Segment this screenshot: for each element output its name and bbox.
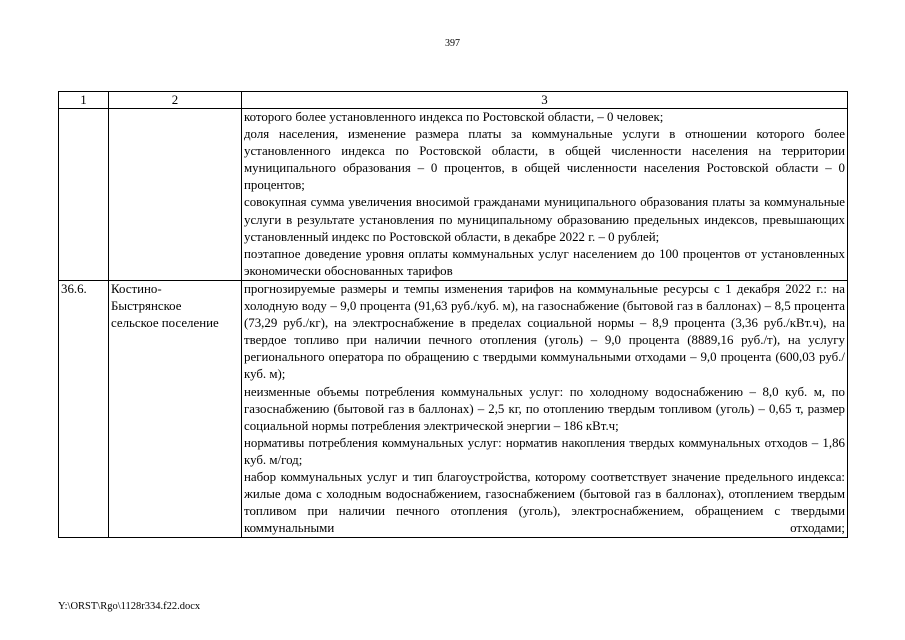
content-paragraph: прогнозируемые размеры и темпы изменения тарифов на коммунальные ресурсы с 1 декабря 2022 г.: на холодную воду – 9,0 процента (91,63 руб./куб. м), на газоснабжение (бытовой газ в баллонах) – 8,5 процента (73,29 руб./кг), на электроснабжение в пределах социальной нормы – 8,9 процента (3,36 руб./кВт.ч), на твердое топливо при наличии печного отопления (уголь) – 9,0 процента (8889,16 руб./т), на услугу регионального оператора по обращению с твердыми коммунальными отходами – 9,0 процента (600,03 руб./куб. м);	[244, 281, 845, 382]
row-content-cell	[242, 109, 848, 281]
table-header-row	[59, 92, 848, 109]
row-content-cell	[242, 280, 848, 537]
table-row	[59, 280, 848, 537]
content-paragraph: набор коммунальных услуг и тип благоустройства, которому соответствует значение предельного индекса: жилые дома с холодным водоснабжением, газоснабжением (бытовой газ в баллонах), отоплением твердым топливом при наличии печного отопления (уголь), электроснабжением, обращением с твердыми коммунальными отходами;	[244, 469, 845, 536]
row-name-cell	[109, 109, 242, 281]
column-header-3: 3	[242, 92, 848, 109]
content-paragraph: нормативы потребления коммунальных услуг: норматив накопления твердых коммунальных отходов – 1,86 куб. м/год;	[244, 435, 845, 467]
column-header-2: 2	[109, 92, 242, 109]
content-paragraph: которого более установленного индекса по Ростовской области, – 0 человек;	[244, 110, 664, 124]
content-paragraph: поэтапное доведение уровня оплаты коммунальных услуг населением до 100 процентов от установленных экономически обоснованных тарифов	[244, 246, 845, 278]
row-name-cell	[109, 280, 242, 537]
content-paragraph: неизменные объемы потребления коммунальных услуг: по холодному водоснабжению – 8,0 куб. м, по газоснабжению (бытовой газ в баллонах) – 2,5 кг, по отоплению твердым топливом (уголь) – 0,65 т, размер социальной нормы потребления электрической энергии – 186 кВт.ч;	[244, 384, 845, 433]
settlement-name-line: Костино-	[111, 281, 162, 296]
document-table	[58, 91, 848, 538]
settlement-name-line: сельское поселение	[111, 316, 219, 331]
document-file-path: Y:\ORST\Rgo\1128r334.f22.docx	[58, 601, 201, 612]
row-number-cell	[59, 109, 109, 281]
content-paragraph: доля населения, изменение размера платы за коммунальные услуги в отношении которого более установленного индекса по Ростовской области, в общей численности населения на территории муниципального образования – 0 процентов, в общей численности населения Ростовской области – 0 процентов;	[244, 127, 845, 193]
settlement-name-line: Быстрянское	[111, 299, 182, 314]
row-number-cell: 36.6.	[59, 280, 109, 537]
column-header-1: 1	[59, 92, 109, 109]
content-paragraph: совокупная сумма увеличения вносимой гражданами муниципального образования платы за коммунальные услуги в результате установления по муниципальному образованию предельных индексов, превышающих установленный индекс по Ростовской области, в декабре 2022 г. – 0 рублей;	[244, 195, 845, 244]
table-row	[59, 109, 848, 281]
page-number: 397	[445, 38, 460, 49]
